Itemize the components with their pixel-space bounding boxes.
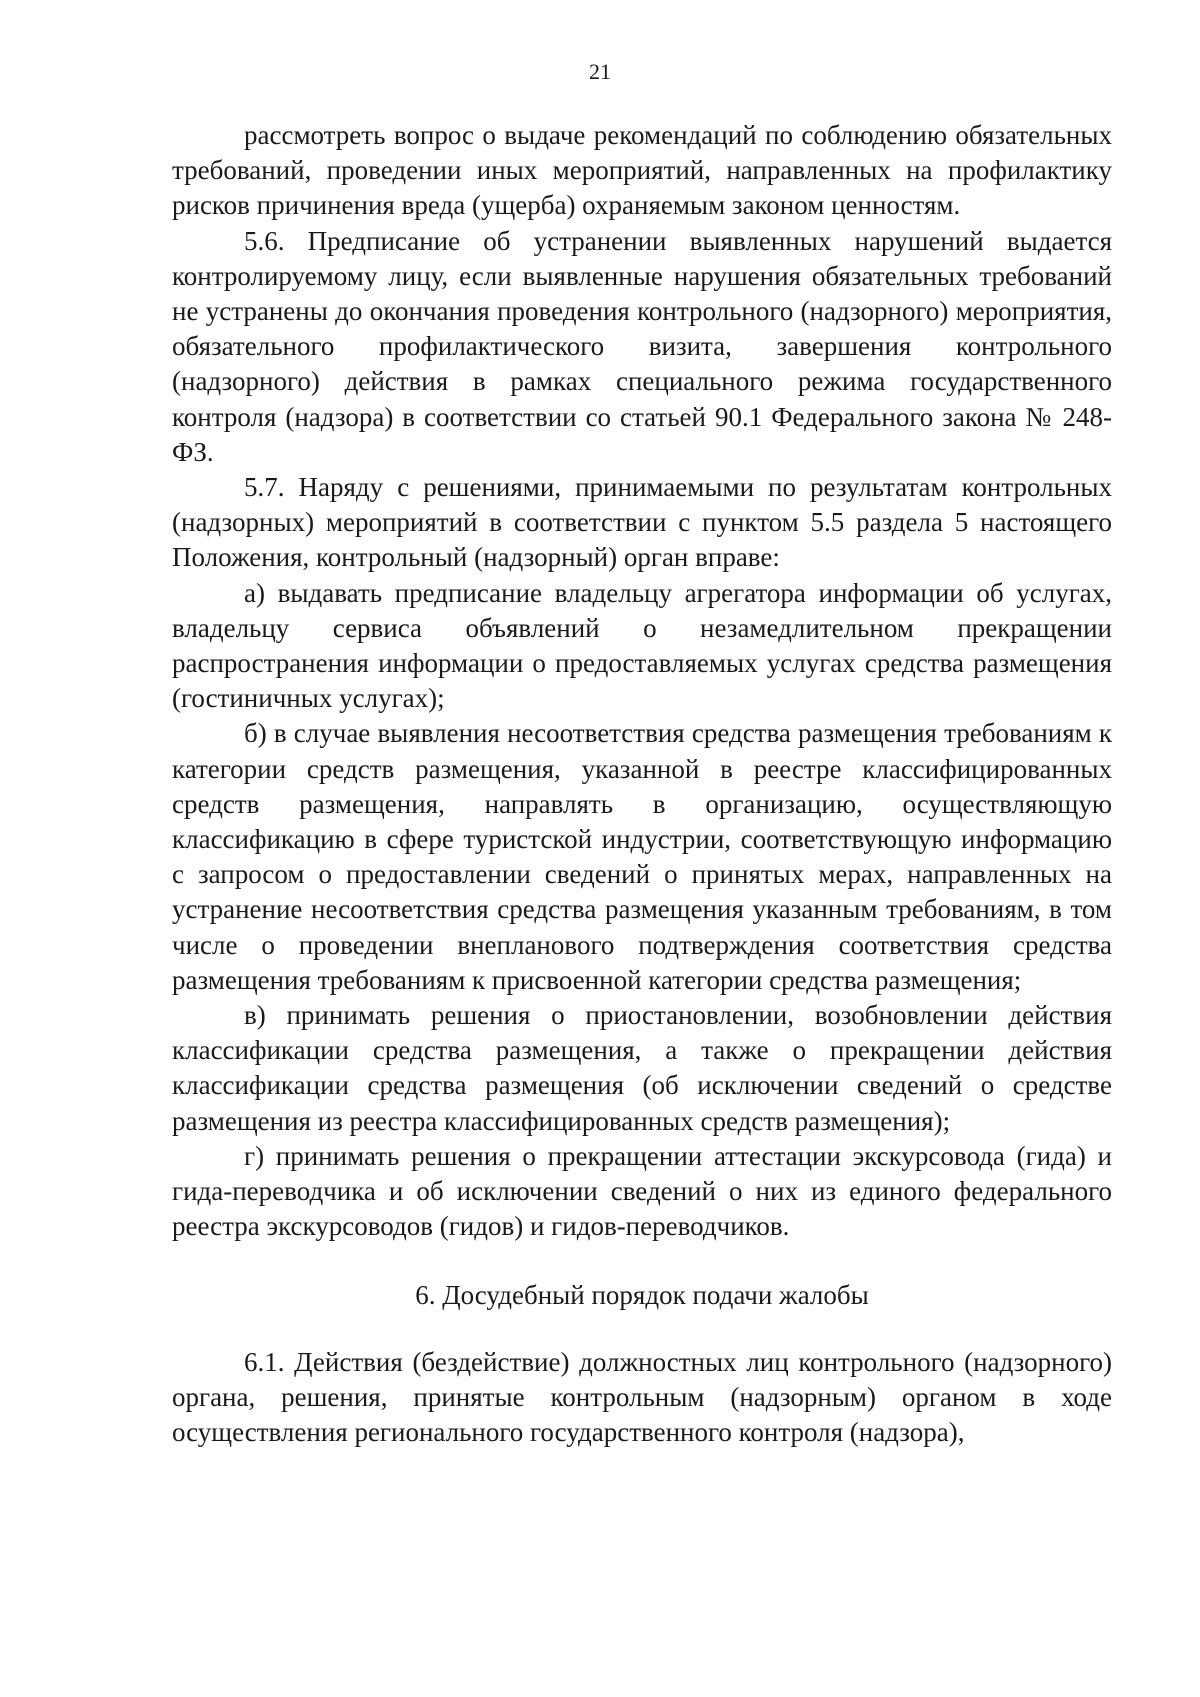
page-number: 21: [589, 59, 611, 84]
section-heading: 6. Досудебный порядок подачи жалобы: [415, 1279, 869, 1310]
document-body: [172, 118, 1112, 1450]
list-item-a: а) выдавать предписание владельцу агрегатора информации об услугах, владельцу сервиса объявлений о незамедлительном прекращении распространения информации о предоставляемых услугах средства размещения (гостиничных услугах);: [172, 577, 1112, 714]
paragraph-5-6: 5.6. Предписание об устранении выявленных нарушений выдается контролируемому лицу, если выявленные нарушения обязательных требований не устранены до окончания проведения контрольного (надзорного) мероприятия, обязательного профилактического визита, завершения контрольного (надзорного) действия в рамках специального режима государственного контроля (надзора) в соответствии со статьей 90.1 Федерального закона № 248-ФЗ.: [172, 225, 1112, 467]
paragraph-5-7: 5.7. Наряду с решениями, принимаемыми по результатам контрольных (надзорных) мероприятий в соответствии с пунктом 5.5 раздела 5 настоящего Положения, контрольный (надзорный) орган вправе:: [172, 472, 1112, 573]
list-item-b: б) в случае выявления несоответствия средства размещения требованиям к категории средств размещения, указанной в реестре классифицированных средств размещения, направлять в организацию, осуществляющую классификацию в сфере туристской индустрии, соответствующую информацию с запросом о предоставлении сведений о принятых мерах, направленных на устранение несоответствия средства размещения указанным требованиям, в том числе о проведении внепланового подтверждения соответствия средства размещения требованиям к присвоенной категории средства размещения;: [172, 718, 1112, 995]
paragraph-6-1: 6.1. Действия (бездействие) должностных лиц контрольного (надзорного) органа, решения, принятые контрольным (надзорным) органом в ходе осуществления регионального государственного контроля (надзора),: [172, 1346, 1112, 1448]
paragraph-continuation: рассмотреть вопрос о выдаче рекомендаций по соблюдению обязательных требований, проведении иных мероприятий, направленных на профилактику рисков причинения вреда (ущерба) охраняемым законом ценностям.: [172, 120, 1112, 221]
list-item-v: в) принимать решения о приостановлении, возобновлении действия классификации средства размещения, а также о прекращении действия классификации средства размещения (об исключении сведений о средстве размещения из реестра классифицированных средств размещения);: [172, 1000, 1112, 1136]
list-item-g: г) принимать решения о прекращении аттестации экскурсовода (гида) и гида-переводчика и об исключении сведений о них из единого федерального реестра экскурсоводов (гидов) и гидов-переводчиков.: [172, 1140, 1112, 1242]
